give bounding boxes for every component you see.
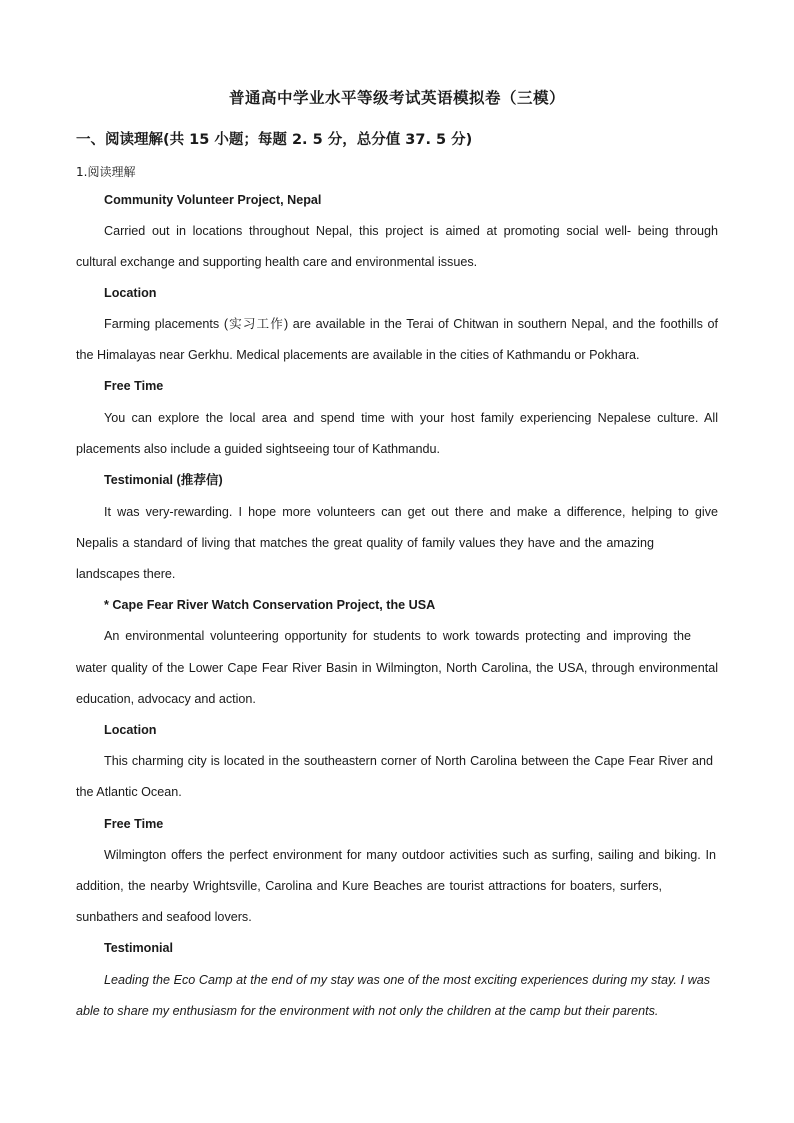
nepal-testimonial-heading: Testimonial (推荐信)	[104, 473, 223, 487]
cape-fear-intro-line: water quality of the Lower Cape Fear River Basin in Wilmington, North Carolina, the USA, through environmental	[76, 661, 718, 675]
page-title: 普通高中学业水平等级考试英语模拟卷（三模）	[228, 89, 565, 107]
nepal-testimonial-line: Nepalis a standard of living that matches the great quality of family values they have and the amazing	[76, 536, 654, 550]
nepal-location-heading: Location	[104, 286, 157, 300]
cape-fear-testimonial-heading: Testimonial	[104, 941, 174, 955]
cape-fear-intro-line: education, advocacy and action.	[76, 692, 256, 706]
cape-fear-free-time-line: Wilmington offers the perfect environment for many outdoor activities such as surfing, sailing and biking. In	[104, 848, 716, 862]
cape-fear-location-heading: Location	[104, 723, 157, 737]
cape-fear-project-heading: * Cape Fear River Watch Conservation Project, the USA	[104, 598, 436, 612]
nepal-location-line: Farming placements (实习工作) are available in the Terai of Chitwan in southern Nepal, and the foothills of	[104, 317, 718, 331]
cape-fear-testimonial-line: Leading the Eco Camp at the end of my stay was one of the most exciting experiences during my stay. I was	[104, 973, 710, 987]
cape-fear-free-time-heading: Free Time	[104, 817, 164, 831]
cape-fear-free-time-line: sunbathers and seafood lovers.	[76, 910, 252, 924]
nepal-intro-line: cultural exchange and supporting health care and environmental issues.	[76, 255, 478, 269]
cape-fear-testimonial-line: able to share my enthusiasm for the environment with not only the children at the camp but their parents.	[76, 1004, 659, 1018]
nepal-project-heading: Community Volunteer Project, Nepal	[104, 193, 322, 207]
nepal-free-time-line: placements also include a guided sightseeing tour of Kathmandu.	[76, 442, 441, 456]
nepal-location-line: the Himalayas near Gerkhu. Medical placements are available in the cities of Kathmandu or Pokhara.	[76, 348, 640, 362]
section-heading: 一、阅读理解(共 15 小题；每题 2. 5 分，总分值 37. 5 分)	[76, 132, 473, 148]
cape-fear-free-time-line: addition, the nearby Wrightsville, Carolina and Kure Beaches are tourist attractions for boaters, surfers,	[76, 879, 662, 893]
nepal-free-time-heading: Free Time	[104, 379, 164, 393]
question-label: 1.阅读理解	[76, 165, 136, 179]
nepal-intro-line: Carried out in locations throughout Nepal, this project is aimed at promoting social well- being through	[104, 224, 718, 238]
cape-fear-location-line: the Atlantic Ocean.	[76, 785, 182, 799]
nepal-free-time-line: You can explore the local area and spend time with your host family experiencing Nepalese culture. All	[104, 411, 718, 425]
cape-fear-location-line: This charming city is located in the southeastern corner of North Carolina between the Cape Fear River and	[104, 754, 713, 768]
cape-fear-intro-line: An environmental volunteering opportunity for students to work towards protecting and improving the	[104, 629, 691, 643]
nepal-testimonial-line: It was very-rewarding. I hope more volunteers can get out there and make a difference, helping to give	[104, 505, 718, 519]
nepal-testimonial-line: landscapes there.	[76, 567, 176, 581]
